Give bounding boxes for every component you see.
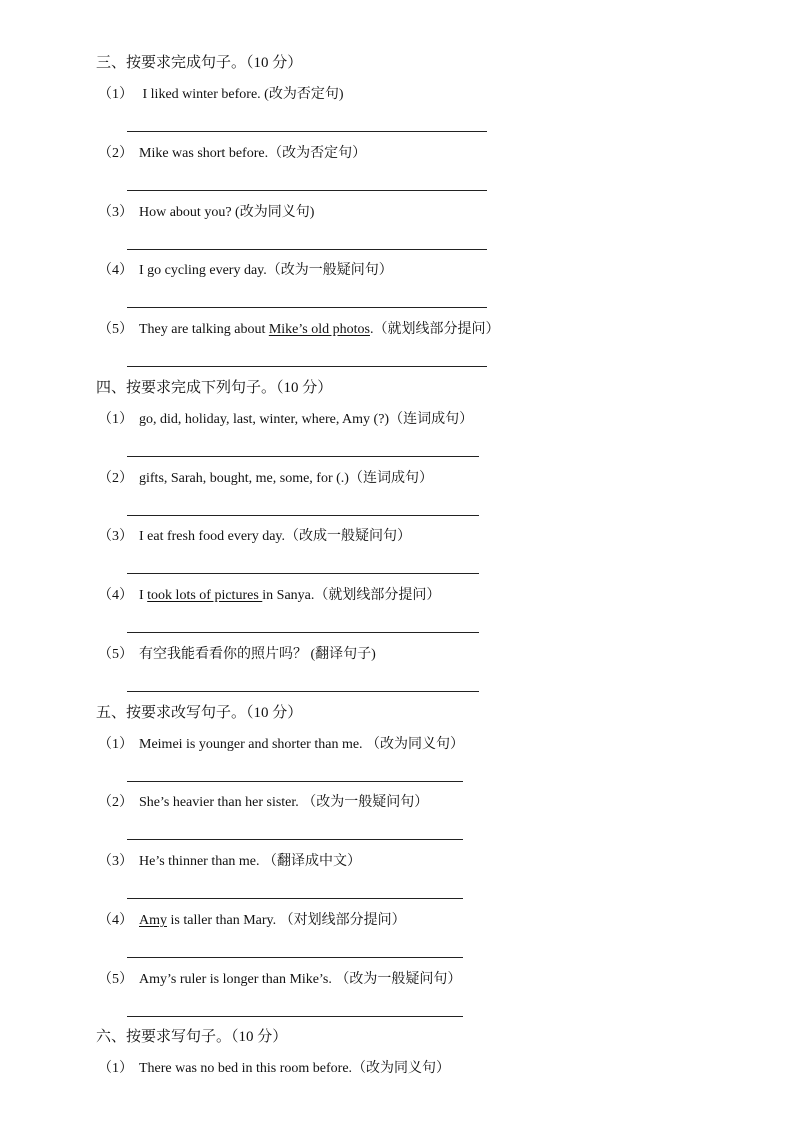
question-number: （1） <box>98 737 133 752</box>
section-4-question-5 <box>98 646 376 664</box>
section-3-question-1 <box>98 86 344 104</box>
answer-line[interactable] <box>127 1016 463 1017</box>
answer-line[interactable] <box>127 131 487 132</box>
section-3-heading: 三、按要求完成句子。（10 分） <box>96 55 303 71</box>
answer-line[interactable] <box>127 781 463 782</box>
question-text: 有空我能看看你的照片吗？ (翻译句子) <box>139 647 376 662</box>
question-text-pre: I <box>139 588 148 603</box>
question-number: （3） <box>98 529 133 544</box>
question-number: （5） <box>98 322 133 337</box>
section-4-question-1 <box>98 411 473 429</box>
question-text: I eat fresh food every day.（改成一般疑问句） <box>139 529 412 544</box>
question-text-pre: They are talking about <box>139 322 269 337</box>
section-5-question-3 <box>98 853 361 871</box>
section-4-heading: 四、按要求完成下列句子。（10 分） <box>96 380 333 396</box>
question-text: He’s thinner than me. （翻译成中文） <box>139 854 362 869</box>
answer-line[interactable] <box>127 456 479 457</box>
section-5-heading: 五、按要求改写句子。（10 分） <box>96 705 303 721</box>
section-4-question-4 <box>98 587 440 605</box>
question-number: （3） <box>98 854 133 869</box>
question-text: Meimei is younger and shorter than me. （改为同义句） <box>139 737 465 752</box>
question-text: I liked winter before. (改为否定句) <box>139 87 344 102</box>
answer-line[interactable] <box>127 307 487 308</box>
question-text: I go cycling every day.（改为一般疑问句） <box>139 263 393 278</box>
underlined-phrase: Amy <box>139 913 167 928</box>
question-text-post: in Sanya.（就划线部分提问） <box>262 588 441 603</box>
question-text: gifts, Sarah, bought, me, some, for (.)（连词成句） <box>139 471 433 486</box>
section-3-question-4 <box>98 262 393 280</box>
question-number: （1） <box>98 87 133 102</box>
underlined-phrase: took lots of pictures <box>147 588 263 603</box>
section-3-question-3 <box>98 204 314 222</box>
section-5-question-1 <box>98 736 464 754</box>
section-5-question-5 <box>98 971 461 989</box>
question-text: go, did, holiday, last, winter, where, Amy (?)（连词成句） <box>139 412 474 427</box>
question-text: There was no bed in this room before.（改为同义句） <box>139 1061 451 1076</box>
section-6-question-1 <box>98 1060 450 1078</box>
section-3-question-5 <box>98 321 499 339</box>
answer-line[interactable] <box>127 366 487 367</box>
section-3-question-2 <box>98 145 366 163</box>
question-number: （4） <box>98 263 133 278</box>
question-number: （5） <box>98 647 133 662</box>
answer-line[interactable] <box>127 515 479 516</box>
question-number: （2） <box>98 146 133 161</box>
question-number: （2） <box>98 471 133 486</box>
answer-line[interactable] <box>127 898 463 899</box>
question-text-post: is taller than Mary. （对划线部分提问） <box>167 913 406 928</box>
question-text: She’s heavier than her sister. （改为一般疑问句） <box>139 795 429 810</box>
question-number: （4） <box>98 588 133 603</box>
section-4-question-2 <box>98 470 433 488</box>
question-number: （1） <box>98 1061 133 1076</box>
answer-line[interactable] <box>127 249 487 250</box>
question-number: （2） <box>98 795 133 810</box>
question-text: How about you? (改为同义句) <box>139 205 315 220</box>
question-number: （3） <box>98 205 133 220</box>
section-5-question-2 <box>98 794 428 812</box>
question-number: （4） <box>98 913 133 928</box>
underlined-phrase: Mike’s old photos <box>268 322 370 337</box>
question-text-post: .（就划线部分提问） <box>369 322 500 337</box>
section-4-question-3 <box>98 528 411 546</box>
question-number: （5） <box>98 972 133 987</box>
answer-line[interactable] <box>127 190 487 191</box>
answer-line[interactable] <box>127 839 463 840</box>
question-number: （1） <box>98 412 133 427</box>
answer-line[interactable] <box>127 691 479 692</box>
answer-line[interactable] <box>127 957 463 958</box>
answer-line[interactable] <box>127 573 479 574</box>
section-6-heading: 六、按要求写句子。（10 分） <box>96 1029 288 1045</box>
section-5-question-4 <box>98 912 406 930</box>
answer-line[interactable] <box>127 632 479 633</box>
question-text: Mike was short before.（改为否定句） <box>139 146 367 161</box>
question-text: Amy’s ruler is longer than Mike’s. （改为一般疑问句） <box>139 972 462 987</box>
